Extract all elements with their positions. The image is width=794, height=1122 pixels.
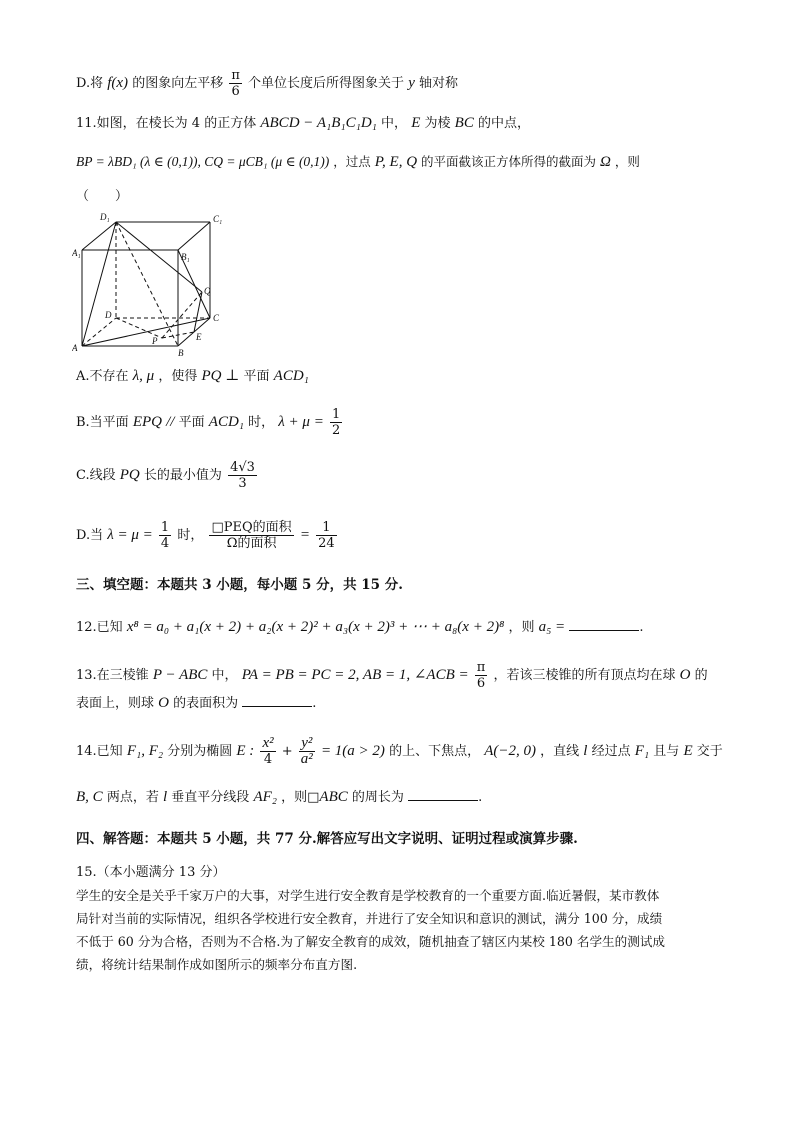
q13-frac-num: π bbox=[476, 660, 486, 675]
q10d-suffix: 个单位长度后所得图象关于 bbox=[248, 76, 405, 91]
label-a: A bbox=[72, 343, 78, 353]
q15-line4: 绩，将统计结果制作成如图所示的频率分布直方图. bbox=[76, 957, 358, 972]
q15-line1: 学生的安全是关乎千家万户的大事，对学生进行安全教育是学校教育的一个重要方面.临近暑假，某市教体 bbox=[76, 888, 660, 903]
q11a-mid: ，使得 bbox=[158, 369, 198, 384]
q14-e: E bbox=[683, 743, 693, 759]
q11c-num: 4√3 bbox=[230, 460, 255, 475]
q13-pyramid: P − ABC bbox=[152, 667, 208, 683]
q14-plus: + bbox=[281, 744, 293, 759]
q12-expansion: x⁸ = a₀ + a₁(x + 2) + a₂(x + 2)² + a₃(x + 2)³ + ⋯ + a₈(x + 2)⁸ bbox=[126, 619, 505, 635]
q14-x-den: 4 bbox=[263, 752, 273, 767]
q15-line3: 不低于 60 分为合格，否则为不合格.为了解安全教育的成效，随机抽查了辖区内某校 180 名学生的测试成 bbox=[76, 934, 666, 949]
q11-text2: 的平面截该正方体所得的截面为 bbox=[421, 154, 597, 169]
q11-omega: Ω bbox=[600, 154, 611, 170]
q10d-func: f(x) bbox=[107, 75, 129, 91]
segment-dp-hidden bbox=[116, 318, 162, 338]
q11d-area-ratio bbox=[209, 520, 293, 551]
q11-mid: 中， bbox=[381, 116, 408, 131]
q15-title bbox=[76, 864, 225, 882]
q11d-eq: λ = μ = bbox=[107, 527, 153, 543]
q11d-fraction1 bbox=[159, 520, 171, 551]
q11a-prefix: A.不存在 bbox=[76, 369, 129, 384]
q12-ask: a₅ = bbox=[538, 619, 566, 635]
q11-line2-tail: ，则 bbox=[614, 154, 640, 169]
q14-text4: 经过点 bbox=[591, 744, 631, 759]
segment-ad1 bbox=[82, 222, 116, 346]
q14-text2: 的上、下焦点， bbox=[389, 744, 481, 759]
section4-heading bbox=[76, 830, 578, 848]
q11-line2 bbox=[76, 153, 640, 171]
q11-edge: BC bbox=[454, 115, 474, 131]
q11a-vars: λ, μ bbox=[132, 368, 155, 384]
q13-line2-prefix: 表面上，则球 bbox=[76, 696, 155, 711]
q11-option-b bbox=[76, 407, 344, 438]
q10d-axis-var: y bbox=[408, 75, 415, 91]
q14-text6: 交于 bbox=[696, 744, 723, 759]
q11b-text: 平面 bbox=[178, 415, 205, 430]
q14-y-fraction bbox=[299, 736, 315, 767]
label-d1: D₁ bbox=[100, 212, 110, 222]
q11b-eq: λ + μ = bbox=[278, 414, 324, 430]
section3-heading-text: 三、填空题：本题共 3 小题，每小题 5 分，共 15 分. bbox=[76, 577, 403, 593]
q14-text5: 且与 bbox=[653, 744, 680, 759]
q14-ellipse-name: E : bbox=[236, 743, 255, 759]
q11d-result bbox=[316, 520, 337, 551]
q11c-den: 3 bbox=[238, 476, 247, 491]
q15-body bbox=[76, 884, 722, 976]
edge-b1c1 bbox=[178, 222, 210, 250]
q12-mid: ，则 bbox=[508, 620, 535, 635]
q12-answer-blank[interactable] bbox=[569, 618, 639, 631]
q14-point-a: A(−2, 0) bbox=[484, 743, 536, 759]
q14-line-l: l bbox=[583, 743, 588, 759]
q10d-tail: 轴对称 bbox=[419, 76, 459, 91]
q11-text: ，过点 bbox=[333, 154, 371, 169]
q11b-plane: ACD₁ bbox=[208, 414, 244, 430]
q14-triangle: ABC bbox=[319, 789, 348, 805]
segment-ac bbox=[82, 318, 210, 346]
q10d-frac-num: π bbox=[231, 68, 240, 83]
q13-answer-blank[interactable] bbox=[242, 694, 312, 707]
q14-text3: ，直线 bbox=[540, 744, 580, 759]
q12-prefix: 12.已知 bbox=[76, 620, 123, 635]
q10d-mid: 的图象向左平移 bbox=[132, 76, 224, 91]
q13-line2-tail: . bbox=[312, 696, 317, 711]
q14-line2-t3: ，则□ bbox=[281, 790, 320, 805]
q14-x-fraction bbox=[260, 736, 275, 767]
q11-vector-conditions: BP = λBD₁ (λ ∈ (0,1)), CQ = μCB₁ (μ ∈ (0,1)) bbox=[76, 154, 330, 169]
q13-line2 bbox=[76, 694, 316, 713]
q14-line2-tail: . bbox=[478, 790, 483, 805]
label-d: D bbox=[105, 310, 112, 320]
q14-line2-l: l bbox=[162, 789, 168, 805]
q11-prefix: 11.如图，在棱长为 4 的正方体 bbox=[76, 116, 257, 131]
q13-ball: O bbox=[679, 667, 691, 683]
q14-eq: = 1(a > 2) bbox=[320, 743, 385, 759]
q14-line2-t1: 两点，若 bbox=[106, 790, 159, 805]
q13-conditions: PA = PB = PC = 2, AB = 1, ∠ACB = bbox=[241, 667, 469, 683]
q13-frac-den: 6 bbox=[476, 676, 486, 691]
label-b1: B₁ bbox=[181, 252, 190, 262]
q13-line2-ball: O bbox=[158, 695, 169, 711]
label-a1: A₁ bbox=[72, 248, 81, 258]
cube-figure bbox=[72, 210, 232, 360]
label-p: P bbox=[152, 336, 158, 346]
q11-option-a bbox=[76, 367, 309, 386]
q11d-res-num: 1 bbox=[316, 520, 337, 536]
q11-option-c bbox=[76, 460, 259, 491]
q11c-seg: PQ bbox=[119, 467, 140, 483]
q14-foci: F₁, F₂ bbox=[126, 743, 164, 759]
q11c-text: 长的最小值为 bbox=[143, 468, 222, 483]
q14-segment-af2: AF₂ bbox=[253, 789, 277, 805]
q11d-res-den: 24 bbox=[318, 536, 335, 551]
q10d-prefix: D.将 bbox=[76, 76, 104, 91]
q11-cube: ABCD − A₁B₁C₁D₁ bbox=[260, 115, 377, 131]
q11-tail: 的中点， bbox=[477, 116, 530, 131]
q11b-num: 1 bbox=[331, 407, 341, 422]
q13-line1 bbox=[76, 660, 708, 691]
q11b-when: 时， bbox=[248, 415, 275, 430]
q11c-prefix: C.线段 bbox=[76, 468, 116, 483]
q14-line1 bbox=[76, 736, 723, 767]
q11a-plane: ACD₁ bbox=[273, 368, 309, 384]
q11-answer-paren bbox=[76, 188, 128, 206]
q11b-fraction bbox=[330, 407, 342, 438]
label-c: C bbox=[213, 313, 220, 323]
q11-line1 bbox=[76, 114, 530, 133]
q11d-area-den: Ω的面积 bbox=[226, 536, 277, 551]
q14-text1: 分别为椭圆 bbox=[167, 744, 233, 759]
q11d-when: 时， bbox=[177, 528, 204, 543]
q11-points: P, E, Q bbox=[374, 154, 418, 170]
q11-point-e: E bbox=[411, 115, 421, 131]
q11d-eq2: = bbox=[299, 527, 310, 543]
q11b-den: 2 bbox=[331, 423, 341, 438]
q11b-parallel: // bbox=[166, 414, 175, 430]
q15-line2: 局针对当前的实际情况，组织各学校进行安全教育，并进行了安全知识和意识的测试，满分 100 分，成绩 bbox=[76, 911, 663, 926]
q11d-prefix: D.当 bbox=[76, 528, 104, 543]
q11b-math: EPQ bbox=[132, 414, 162, 430]
q11-option-d bbox=[76, 520, 339, 551]
q10d-frac-den: 6 bbox=[231, 84, 240, 99]
q11b-prefix: B.当平面 bbox=[76, 415, 129, 430]
q11d-num: 1 bbox=[160, 520, 170, 535]
q13-fraction bbox=[475, 660, 488, 691]
q13-line1-end: 的 bbox=[694, 668, 708, 683]
q14-y-den: a² bbox=[300, 751, 313, 767]
q11a-math: PQ ⊥ bbox=[201, 368, 240, 384]
q14-y-num: y² bbox=[299, 736, 315, 752]
q14-line2 bbox=[76, 788, 482, 807]
q14-line2-t4: 的周长为 bbox=[351, 790, 404, 805]
q12 bbox=[76, 618, 643, 637]
label-c1: C₁ bbox=[213, 214, 223, 224]
edge-a1d1 bbox=[82, 222, 116, 250]
q11a-text: 平面 bbox=[243, 369, 270, 384]
q13-line2-text: 的表面积为 bbox=[173, 696, 239, 711]
q14-f1: F₁ bbox=[634, 743, 650, 759]
q14-line2-t2: 垂直平分线段 bbox=[171, 790, 250, 805]
q11-suffix: 为棱 bbox=[424, 116, 451, 131]
q11c-fraction bbox=[228, 460, 257, 491]
q11-paren: （ ） bbox=[76, 189, 129, 204]
q11d-area-num: □PEQ的面积 bbox=[211, 520, 292, 535]
q13-line1-tail: ，若该三棱锥的所有顶点均在球 bbox=[493, 668, 676, 683]
q11d-den: 4 bbox=[160, 536, 170, 551]
label-q: Q bbox=[204, 286, 211, 296]
label-e: E bbox=[196, 332, 202, 342]
q10d-fraction bbox=[229, 68, 242, 99]
q14-answer-blank[interactable] bbox=[408, 788, 478, 801]
q15-title-text: 15.（本小题满分 13 分） bbox=[76, 865, 226, 880]
q10-option-d bbox=[76, 68, 458, 99]
section4-heading-text: 四、解答题：本题共 5 小题，共 77 分.解答应写出文字说明、证明过程或演算步骤. bbox=[76, 831, 578, 847]
q13-mid: 中， bbox=[211, 668, 238, 683]
q14-prefix: 14.已知 bbox=[76, 744, 123, 759]
label-b: B bbox=[178, 348, 184, 358]
q14-x-num: x² bbox=[262, 735, 274, 751]
section3-heading bbox=[76, 576, 403, 594]
q13-prefix: 13.在三棱锥 bbox=[76, 668, 149, 683]
q12-tail: . bbox=[639, 620, 644, 635]
q14-points-bc: B, C bbox=[76, 789, 103, 805]
